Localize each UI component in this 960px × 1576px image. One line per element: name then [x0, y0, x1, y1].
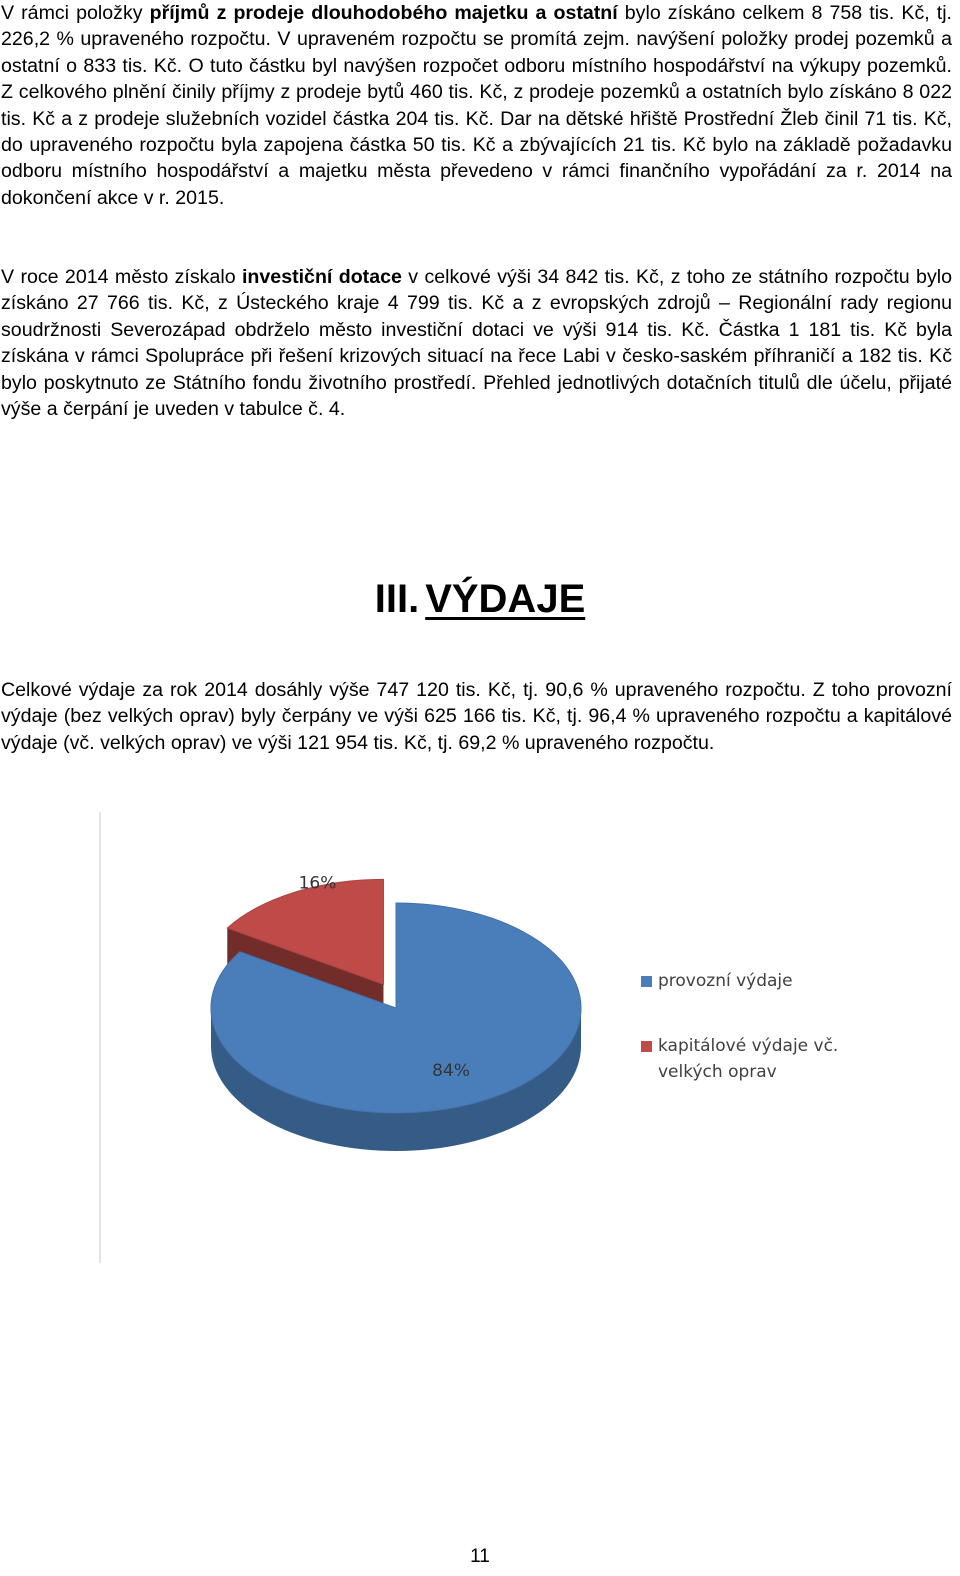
pie-data-label-0: 84% — [432, 1061, 470, 1081]
text-run: v celkové výši 34 842 tis. Kč, z toho ze státního rozpočtu bylo získáno 27 766 tis. Kč, z Ústeckého kraje 4 799 tis. Kč a z evropských zdrojů – Regionální rady regionu soudržnosti Severozápad obdrželo město investiční dotaci ve výši 914 tis. Kč. Částka 1 181 tis. Kč byla získána v rámci Spolupráce při řešení krizových situací na řece Labi v česko-saském příhraničí a 182 tis. Kč bylo poskytnuto ze Státního fondu životního prostředí. Přehled jednotlivých dotačních titulů dle účelu, přijaté výše a čerpání je uveden v tabulce č. 4. — [1, 266, 953, 421]
section-heading-number: III. — [374, 577, 420, 621]
legend-label-1: velkých oprav — [658, 1062, 777, 1082]
legend-label-1: kapitálové výdaje vč. — [658, 1036, 839, 1056]
paragraph-asset-sales — [1, 0, 952, 211]
text-run-bold: příjmů z prodeje dlouhodobého majetku a ostatní — [149, 2, 618, 24]
text-run: bylo získáno celkem 8 758 tis. Kč, tj. 226,2 % upraveného rozpočtu. V upraveném rozpočtu se promítá zejm. navýšení položky prodej pozemků a ostatní o 833 tis. Kč. O tuto částku byl navýšen rozpočet odboru místního hospodářství na výkupy pozemků. Z celkového plnění činily příjmy z prodeje bytů 460 tis. Kč, z prodeje pozemků a ostatních bylo získáno 8 022 tis. Kč a z prodeje služebních vozidel částka 204 tis. Kč. Dar na dětské hřiště Prostřední Žleb činil 71 tis. Kč, do upraveného rozpočtu byla zapojena částka 50 tis. Kč a zbývajících 21 tis. Kč bylo na základě požadavku odboru místního hospodářství a majetku města převedeno v rámci finančního vypořádání za r. 2014 na dokončení akce v r. 2015. — [1, 2, 952, 209]
pie-chart-svg — [96, 808, 856, 1278]
text-run: V rámci položky — [1, 2, 150, 24]
page-number: 11 — [470, 1546, 490, 1567]
legend-label-0: provozní výdaje — [658, 971, 793, 991]
expenditure-pie-chart — [96, 808, 856, 1278]
section-heading-title: VÝDAJE — [425, 577, 586, 621]
pie-data-label-1: 16% — [298, 873, 337, 894]
paragraph-investment-grants — [1, 264, 952, 422]
legend-swatch-0 — [641, 976, 652, 987]
paragraph-total-expenditure: Celkové výdaje za rok 2014 dosáhly výše 747 120 tis. Kč, tj. 90,6 % upraveného rozpočtu. Z toho provozní výdaje (bez velkých oprav) byly čerpány ve výši 625 166 tis. Kč, tj. 96,4 % upraveného rozpočtu a kapitálové výdaje (vč. velkých oprav) ve výši 121 954 tis. Kč, tj. 69,2 % upraveného rozpočtu. — [1, 679, 952, 754]
legend-swatch-1 — [641, 1041, 652, 1052]
text-run: V roce 2014 město získalo — [1, 266, 242, 288]
section-heading — [0, 574, 960, 624]
text-run-bold: investiční dotace — [241, 266, 402, 288]
